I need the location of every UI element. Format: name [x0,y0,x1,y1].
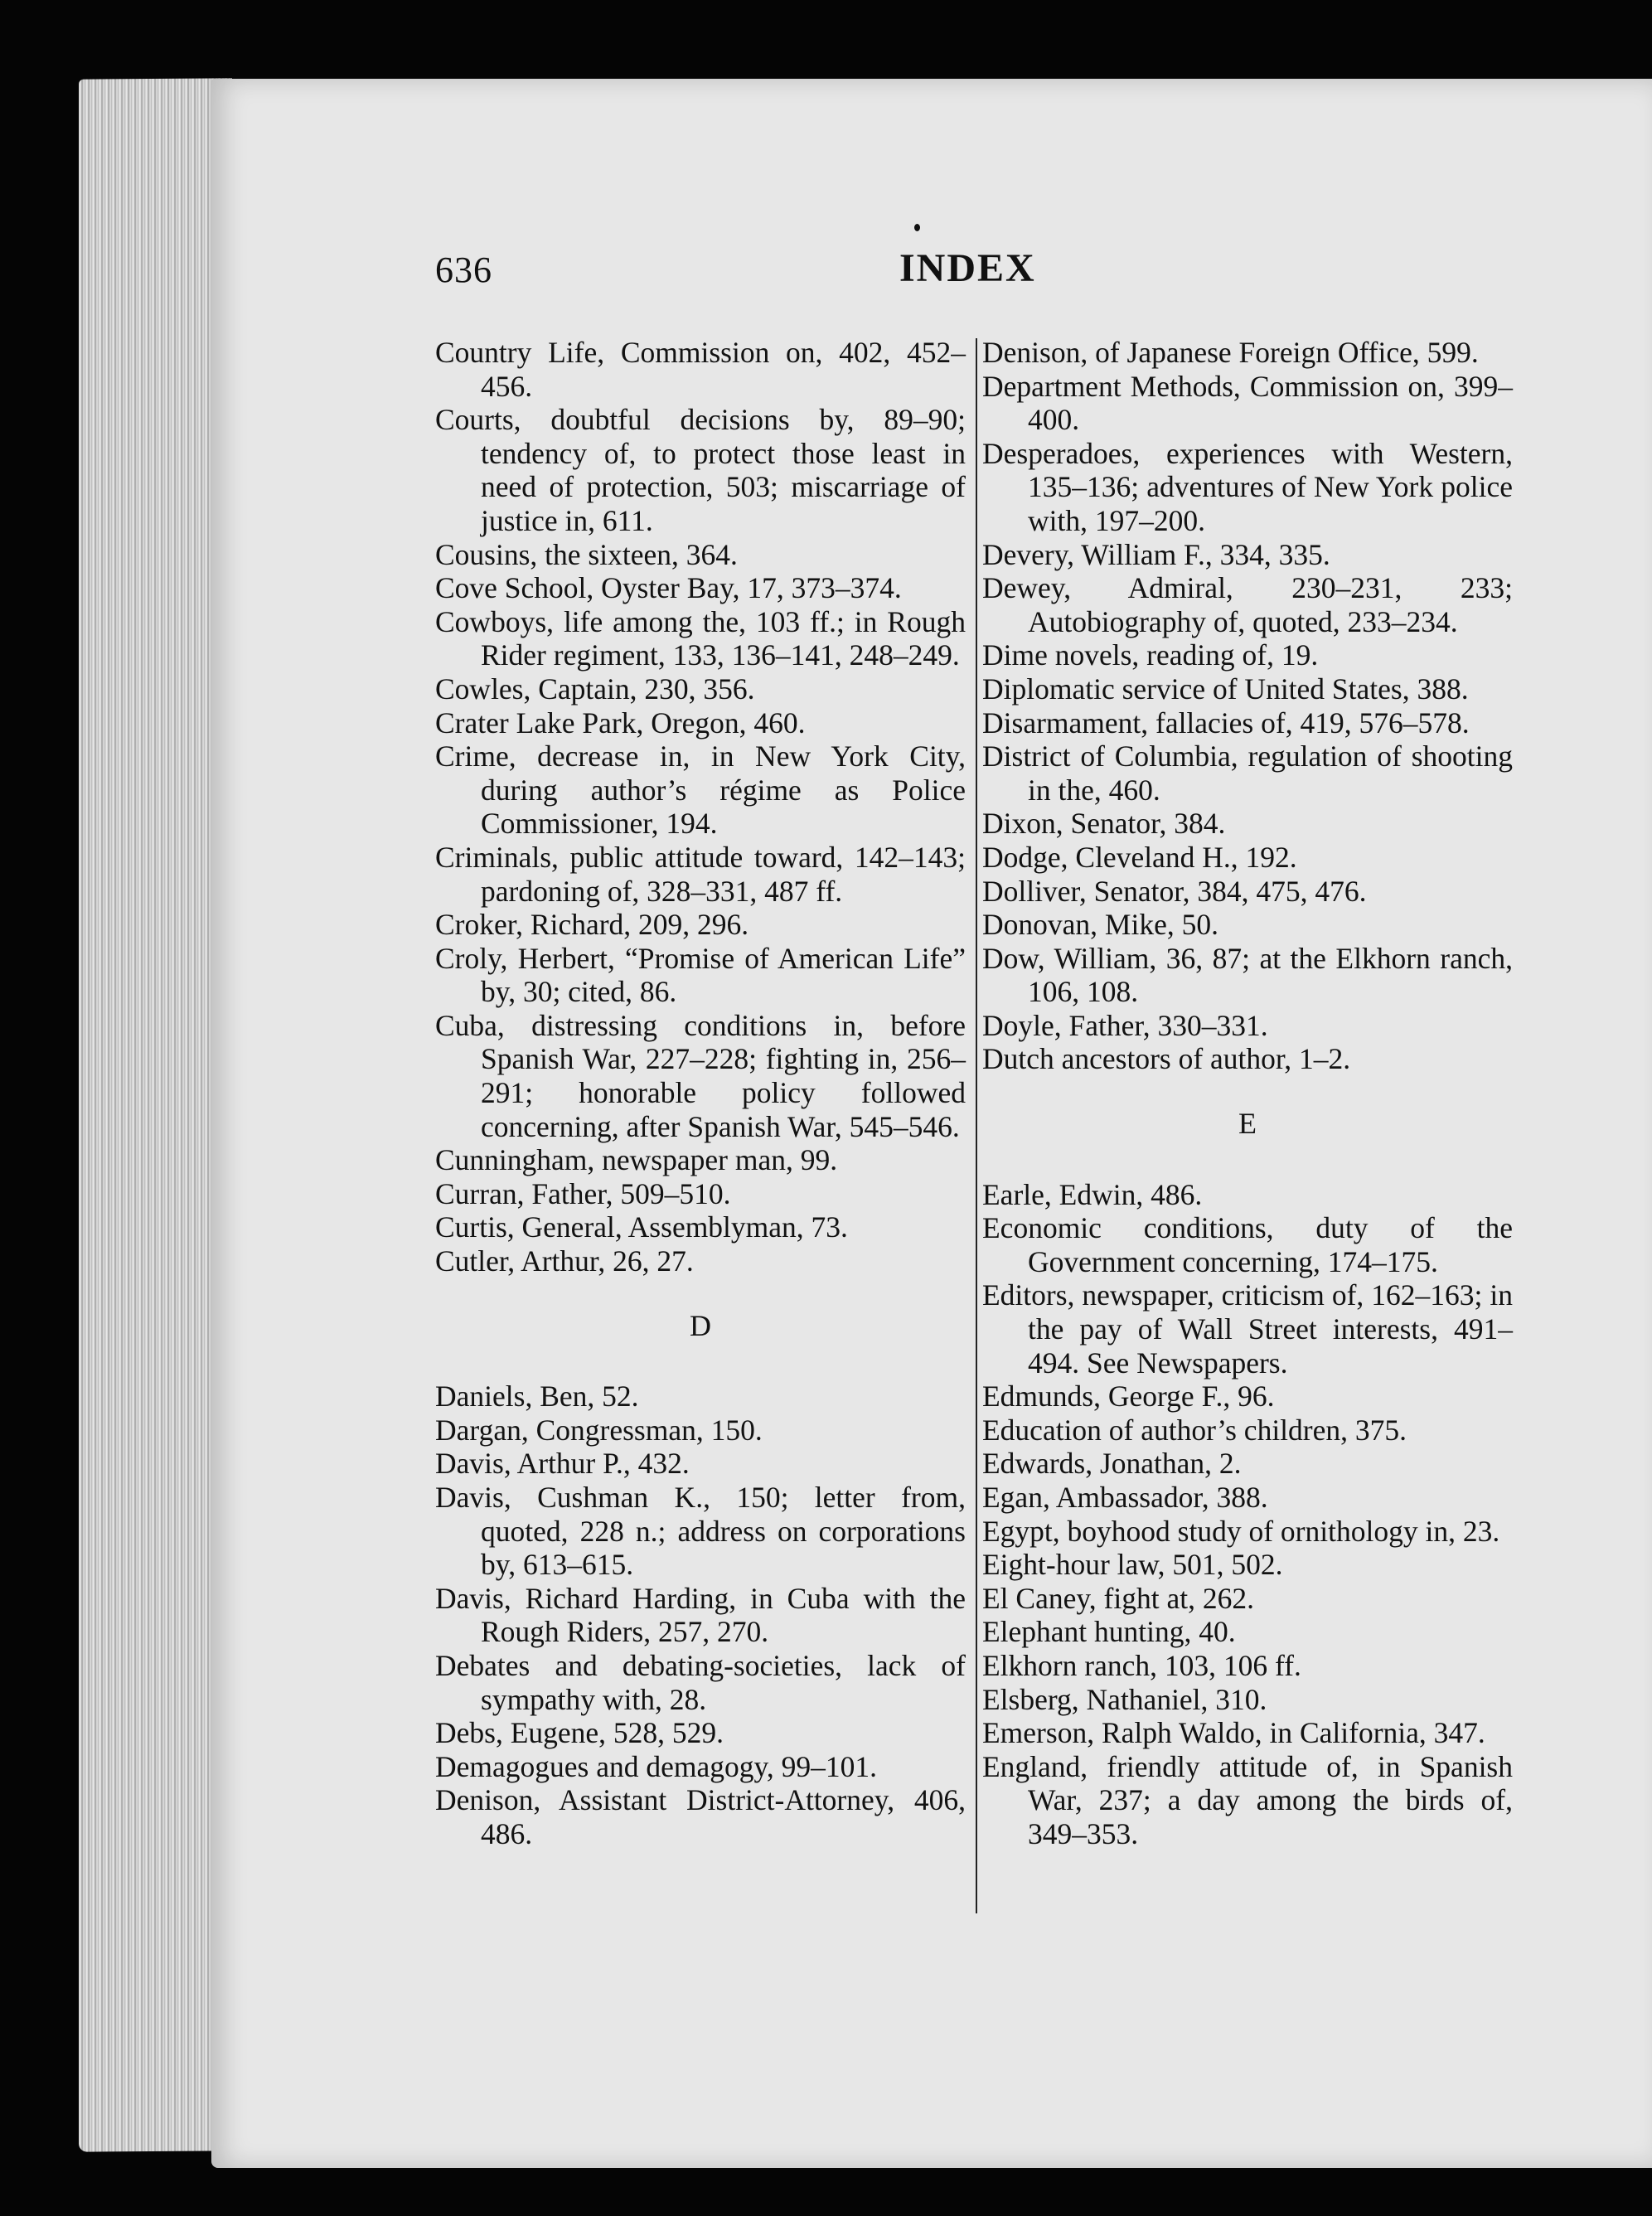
index-entry: Department Methods, Commission on, 399–400. [982,369,1513,437]
index-entry: Cowles, Captain, 230, 356. [435,672,755,706]
index-entry: Dargan, Congressman, 150. [435,1413,763,1447]
section-heading-d: D [690,1308,711,1342]
section-heading-e: E [1238,1107,1257,1141]
index-entry: Diplomatic service of United States, 388. [982,672,1469,706]
index-entry: Elsberg, Nathaniel, 310. [982,1682,1267,1716]
index-entry: Debates and debating-societies, lack of sympathy with, 28. [435,1648,966,1716]
index-entry: Editors, newspaper, criticism of, 162–163; in the pay of Wall Street interests, 491–494. See Newspapers. [982,1278,1513,1380]
index-entry: Dow, William, 36, 87; at the Elkhorn ranch, 106, 108. [982,941,1513,1009]
index-entry: Cowboys, life among the, 103 ff.; in Rough Rider regiment, 133, 136–141, 248–249. [435,604,966,672]
index-entry: Crime, decrease in, in New York City, during author’s régime as Police Commissioner, 194. [435,739,966,841]
index-entry: Demagogues and demagogy, 99–101. [435,1749,878,1783]
entry-list-d-continued [982,336,1513,1076]
index-entry: Dewey, Admiral, 230–231, 233; Autobiography of, quoted, 233–234. [982,571,1513,638]
book-page-edges [79,78,232,2151]
index-entry: Devery, William F., 334, 335. [982,537,1330,571]
index-entry: Debs, Eugene, 528, 529. [435,1716,724,1750]
index-entry: Country Life, Commission on, 402, 452–456. [435,336,966,403]
page-header [435,246,1131,307]
page-number: 636 [435,250,492,290]
index-entry: Curtis, General, Assemblyman, 73. [435,1210,848,1244]
index-entry: El Caney, fight at, 262. [982,1581,1254,1615]
index-entry: Education of author’s children, 375. [982,1413,1407,1447]
index-entry: Denison, Assistant District-Attorney, 406, 486. [435,1783,966,1850]
index-entry: Criminals, public attitude toward, 142–143; pardoning of, 328–331, 487 ff. [435,840,966,908]
index-entry: Egan, Ambassador, 388. [982,1481,1268,1514]
index-entry: Elephant hunting, 40. [982,1615,1236,1649]
entry-list-e [982,1178,1513,1851]
index-entry: Earle, Edwin, 486. [982,1177,1203,1211]
index-entry: Emerson, Ralph Waldo, in California, 347. [982,1716,1485,1750]
index-entry: England, friendly attitude of, in Spanish War, 237; a day among the birds of, 349–353. [982,1749,1513,1850]
index-entry: District of Columbia, regulation of shooting in the, 460. [982,739,1513,807]
index-entry: Cuba, distressing conditions in, before Spanish War, 227–228; fighting in, 256–291; honorable policy followed concerning, after Spanish War, 545–546. [435,1008,966,1143]
index-entry: Edwards, Jonathan, 2. [982,1447,1242,1481]
entry-list-c [435,336,966,1278]
index-entry: Dime novels, reading of, 19. [982,638,1319,672]
index-entry: Croker, Richard, 209, 296. [435,908,749,942]
index-entry: Dodge, Cleveland H., 192. [982,840,1297,874]
index-column-right [982,336,1513,1851]
index-entry: Cunningham, newspaper man, 99. [435,1143,838,1177]
index-entry: Daniels, Ben, 52. [435,1380,639,1413]
index-entry: Dixon, Senator, 384. [982,807,1226,841]
index-entry: Edmunds, George F., 96. [982,1380,1275,1413]
printer-mark [914,224,920,231]
index-entry: Dutch ancestors of author, 1–2. [982,1042,1351,1076]
index-entry: Denison, of Japanese Foreign Office, 599. [982,336,1479,369]
column-divider [976,338,977,1913]
index-entry: Dolliver, Senator, 384, 475, 476. [982,874,1367,908]
index-entry: Croly, Herbert, “Promise of American Life” by, 30; cited, 86. [435,941,966,1009]
index-entry: Elkhorn ranch, 103, 106 ff. [982,1648,1301,1682]
index-entry: Eight-hour law, 501, 502. [982,1548,1283,1582]
index-entry: Doyle, Father, 330–331. [982,1008,1268,1042]
index-entry: Cutler, Arthur, 26, 27. [435,1244,694,1278]
index-entry: Courts, doubtful decisions by, 89–90; tendency of, to protect those least in need of protection, 503; miscarriage of justice in, 611. [435,403,966,537]
entry-list-d [435,1380,966,1850]
index-entry: Donovan, Mike, 50. [982,908,1218,942]
page-title: INDEX [899,246,1036,290]
index-entry: Disarmament, fallacies of, 419, 576–578. [982,706,1470,739]
index-column-left [435,336,966,1851]
index-entry: Desperadoes, experiences with Western, 135–136; adventures of New York police with, 197–200. [982,436,1513,537]
index-entry: Davis, Arthur P., 432. [435,1447,690,1481]
index-entry: Economic conditions, duty of the Government concerning, 174–175. [982,1211,1513,1278]
index-entry: Crater Lake Park, Oregon, 460. [435,706,806,739]
index-entry: Egypt, boyhood study of ornithology in, 23. [982,1514,1500,1548]
index-entry: Cove School, Oyster Bay, 17, 373–374. [435,571,902,605]
index-entry: Davis, Richard Harding, in Cuba with the Rough Riders, 257, 270. [435,1581,966,1649]
index-entry: Davis, Cushman K., 150; letter from, quoted, 228 n.; address on corporations by, 613–615. [435,1481,966,1582]
index-entry: Cousins, the sixteen, 364. [435,537,738,571]
index-entry: Curran, Father, 509–510. [435,1176,731,1210]
